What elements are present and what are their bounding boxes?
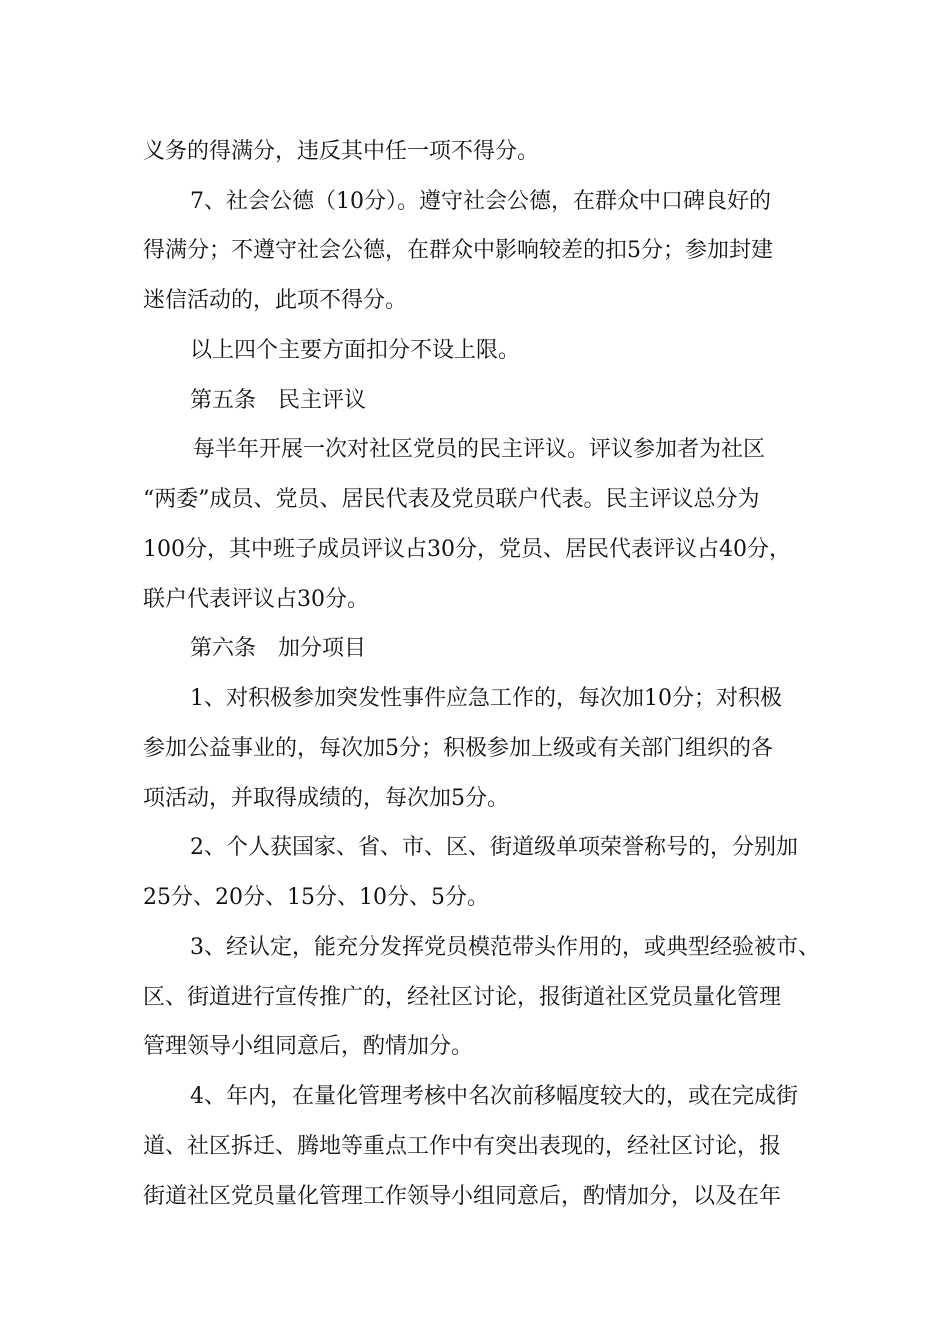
text-line: 得满分；不遵守社会公德，在群众中影响较差的扣5分；参加封建: [143, 238, 773, 263]
text-line: 街道社区党员量化管理工作领导小组同意后，酌情加分，以及在年: [143, 1184, 782, 1209]
text-line: 义务的得满分，违反其中任一项不得分。: [143, 139, 540, 164]
text-line: 迷信活动的，此项不得分。: [143, 288, 408, 313]
text-line: 区、街道进行宣传推广的，经社区讨论，报街道社区党员量化管理: [143, 985, 782, 1010]
text-line: 25分、20分、15分、10分、5分。: [143, 885, 489, 910]
text-line: “两委”成员、党员、居民代表及党员联户代表。民主评议总分为: [143, 487, 760, 512]
text-line: 管理领导小组同意后，酌情加分。: [143, 1034, 474, 1059]
section-heading: 第六条 加分项目: [190, 636, 367, 661]
text-line: 项活动，并取得成绩的，每次加5分。: [143, 786, 509, 811]
text-line: 2、个人获国家、省、市、区、街道级单项荣誉称号的，分别加: [190, 835, 798, 860]
text-line: 100分，其中班子成员评议占30分，党员、居民代表评议占40分，: [143, 537, 791, 562]
text-line: 以上四个主要方面扣分不设上限。: [190, 338, 521, 363]
text-line: 每半年开展一次对社区党员的民主评议。评议参加者为社区: [193, 437, 766, 462]
text-line: 3、经认定，能充分发挥党员模范带头作用的，或典型经验被市、: [190, 935, 820, 960]
text-line: 参加公益事业的，每次加5分；积极参加上级或有关部门组织的各: [143, 736, 773, 761]
text-line: 1、对积极参加突发性事件应急工作的，每次加10分；对积极: [190, 686, 782, 711]
text-line: 道、社区拆迁、腾地等重点工作中有突出表现的，经社区讨论，报: [143, 1134, 782, 1159]
text-line: 联户代表评议占30分。: [143, 587, 369, 612]
text-line: 7、社会公德（10分）。遵守社会公德，在群众中口碑良好的: [190, 189, 771, 214]
text-line: 4、年内，在量化管理考核中名次前移幅度较大的，或在完成街: [190, 1084, 798, 1109]
section-heading: 第五条 民主评议: [190, 388, 367, 413]
